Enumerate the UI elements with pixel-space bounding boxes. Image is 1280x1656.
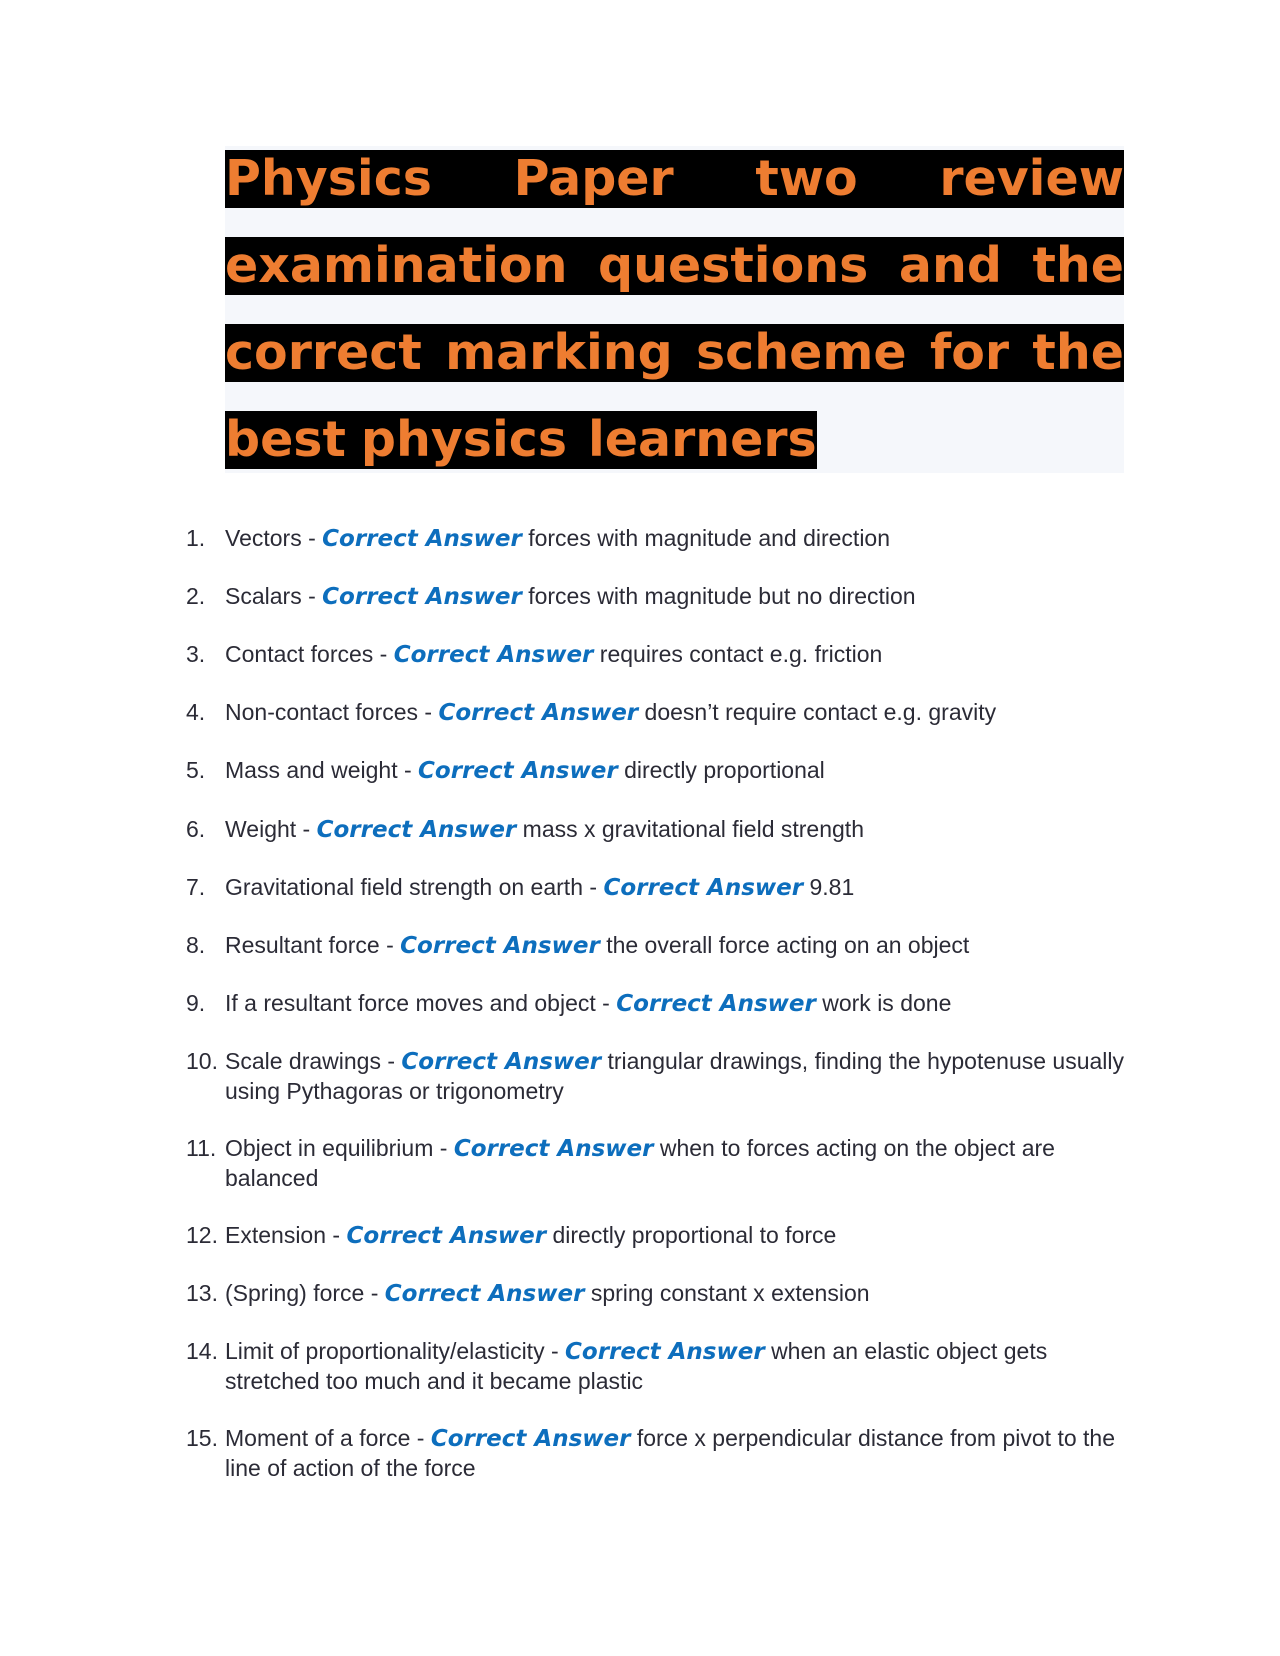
item-answer: directly proportional to force [552, 1222, 837, 1248]
item-answer: the overall force acting on an object [606, 932, 970, 958]
title-highlight [225, 150, 1124, 208]
item-text [225, 582, 1135, 612]
item-answer: requires contact e.g. friction [599, 641, 883, 667]
correct-answer-label: Correct Answer [384, 1281, 585, 1307]
item-number: 9. [186, 990, 206, 1016]
title-highlight [225, 324, 1124, 382]
title-word: best [225, 411, 346, 468]
item-text [225, 873, 1135, 903]
item-answer: directly proportional [624, 757, 825, 783]
title-highlight [225, 411, 817, 469]
item-term: Vectors - [225, 525, 316, 551]
item-answer: forces with magnitude but no direction [528, 583, 916, 609]
item-text [225, 524, 1135, 554]
item-answer: work is done [822, 990, 952, 1016]
correct-answer-label: Correct Answer [393, 642, 594, 668]
item-number: 8. [186, 932, 206, 958]
title-word: physics [360, 411, 567, 468]
item-number: 13. [186, 1280, 218, 1306]
item-text [225, 815, 1135, 845]
title-word: marking [445, 324, 673, 381]
item-answer: mass x gravitational field strength [522, 816, 864, 842]
item-answer: doesn’t require contact e.g. gravity [644, 699, 997, 725]
item-number: 12. [186, 1222, 218, 1248]
correct-answer-label: Correct Answer [616, 991, 816, 1017]
title-word: the [1032, 324, 1124, 381]
correct-answer-label: Correct Answer [418, 758, 618, 784]
item-answer: when an elastic object gets stretched too much and it became plastic [225, 1338, 1048, 1394]
item-text [225, 931, 1135, 961]
item-number: 10. [186, 1048, 218, 1074]
item-text [225, 1424, 1135, 1483]
correct-answer-label: Correct Answer [346, 1223, 547, 1249]
item-term: Limit of proportionality/elasticity - [225, 1338, 559, 1364]
item-number: 3. [186, 641, 206, 667]
correct-answer-label: Correct Answer [438, 700, 639, 726]
correct-answer-label: Correct Answer [316, 817, 517, 843]
item-term: Scale drawings - [225, 1048, 396, 1074]
item-answer: spring constant x extension [590, 1280, 870, 1306]
item-term: Object in equilibrium - [225, 1135, 448, 1161]
document-title [225, 146, 1124, 473]
title-word: correct [225, 324, 422, 381]
title-word: scheme [696, 324, 907, 381]
item-text [225, 1221, 1135, 1251]
title-word: two [755, 150, 858, 207]
title-line-2 [225, 233, 1124, 320]
title-word: and [898, 237, 1002, 294]
item-text [225, 989, 1135, 1019]
title-line-3 [225, 320, 1124, 407]
item-term: If a resultant force moves and object - [225, 990, 610, 1016]
correct-answer-label: Correct Answer [453, 1136, 654, 1162]
item-number: 5. [186, 757, 206, 783]
item-text [225, 1134, 1135, 1193]
item-term: Scalars - [225, 583, 316, 609]
item-text [225, 756, 1135, 786]
item-answer: forces with magnitude and direction [528, 525, 891, 551]
item-text [225, 640, 1135, 670]
item-answer: 9.81 [809, 874, 855, 900]
title-highlight [225, 237, 1124, 295]
title-word: examination [225, 237, 568, 294]
item-term: Mass and weight - [225, 757, 412, 783]
correct-answer-label: Correct Answer [401, 1049, 602, 1075]
item-number: 11. [186, 1135, 217, 1161]
item-number: 4. [186, 699, 206, 725]
title-word: Physics [225, 150, 432, 207]
item-term: Extension - [225, 1222, 341, 1248]
item-term: (Spring) force - [225, 1280, 379, 1306]
item-number: 14. [186, 1338, 218, 1364]
item-text [225, 698, 1135, 728]
correct-answer-label: Correct Answer [322, 584, 522, 610]
title-word: learners [587, 411, 817, 468]
correct-answer-label: Correct Answer [565, 1339, 765, 1365]
title-word: questions [598, 237, 869, 294]
item-text [225, 1337, 1135, 1396]
item-text [225, 1047, 1135, 1106]
item-term: Contact forces - [225, 641, 388, 667]
title-word: for [929, 324, 1010, 381]
correct-answer-label: Correct Answer [430, 1426, 631, 1452]
title-line-4 [225, 407, 1124, 473]
item-number: 6. [186, 816, 206, 842]
item-term: Weight - [225, 816, 311, 842]
title-line-1 [225, 146, 1124, 233]
item-answer: force x perpendicular distance from pivot to the line of action of the force [225, 1425, 1115, 1481]
correct-answer-label: Correct Answer [603, 875, 804, 901]
title-word: review [939, 150, 1124, 207]
correct-answer-label: Correct Answer [400, 933, 600, 959]
item-number: 2. [186, 583, 206, 609]
item-term: Moment of a force - [225, 1425, 425, 1451]
correct-answer-label: Correct Answer [322, 526, 522, 552]
item-answer: when to forces acting on the object are balanced [225, 1135, 1055, 1191]
title-word: Paper [513, 150, 674, 207]
item-text [225, 1279, 1135, 1309]
item-term: Resultant force - [225, 932, 394, 958]
item-number: 1. [186, 525, 206, 551]
item-number: 7. [186, 874, 206, 900]
item-term: Gravitational field strength on earth - [225, 874, 598, 900]
title-word: the [1032, 237, 1124, 294]
item-term: Non-contact forces - [225, 699, 433, 725]
item-number: 15. [186, 1425, 218, 1451]
item-answer: triangular drawings, finding the hypotenuse usually using Pythagoras or trigonometry [225, 1048, 1125, 1104]
